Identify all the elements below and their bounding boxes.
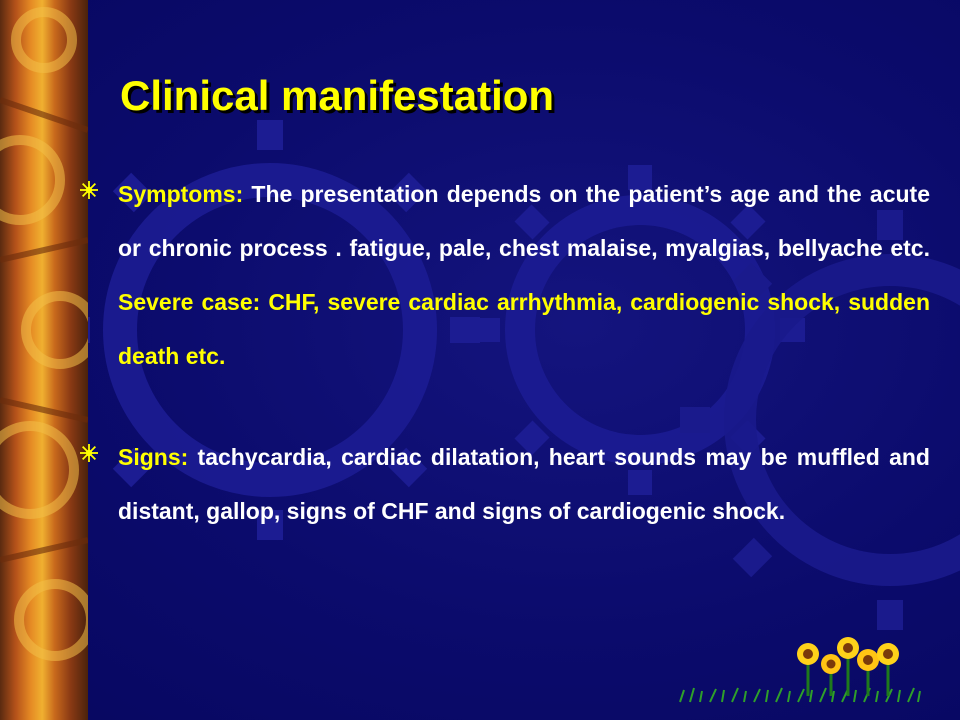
signs-description: tachycardia, cardiac dilatation, heart sounds may be muffled and distant, gallop, signs of CHF and signs of cardiogenic shock. [118, 444, 930, 524]
gear-icon [0, 0, 88, 720]
grass-icon [680, 688, 920, 702]
signs-heading: Signs: [118, 444, 189, 470]
signs-text [118, 430, 930, 538]
left-decorative-strip [0, 0, 88, 720]
severe-case-description: Severe case: CHF, severe cardiac arrhythmia, cardiogenic shock, sudden death etc. [118, 289, 930, 369]
bullet-icon [80, 444, 98, 462]
symptoms-text [118, 167, 930, 383]
sunflowers-icon [676, 634, 926, 704]
slide-title: Clinical manifestation [120, 72, 555, 119]
symptoms-description: The presentation depends on the patient’s age and the acute or chronic process . fatigue, pale, chest malaise, myalgias, bellyache etc. [118, 181, 930, 261]
bullet-icon [80, 181, 98, 199]
symptoms-heading: Symptoms: [118, 181, 244, 207]
bullet-signs [80, 430, 930, 600]
bullet-symptoms [80, 167, 930, 427]
